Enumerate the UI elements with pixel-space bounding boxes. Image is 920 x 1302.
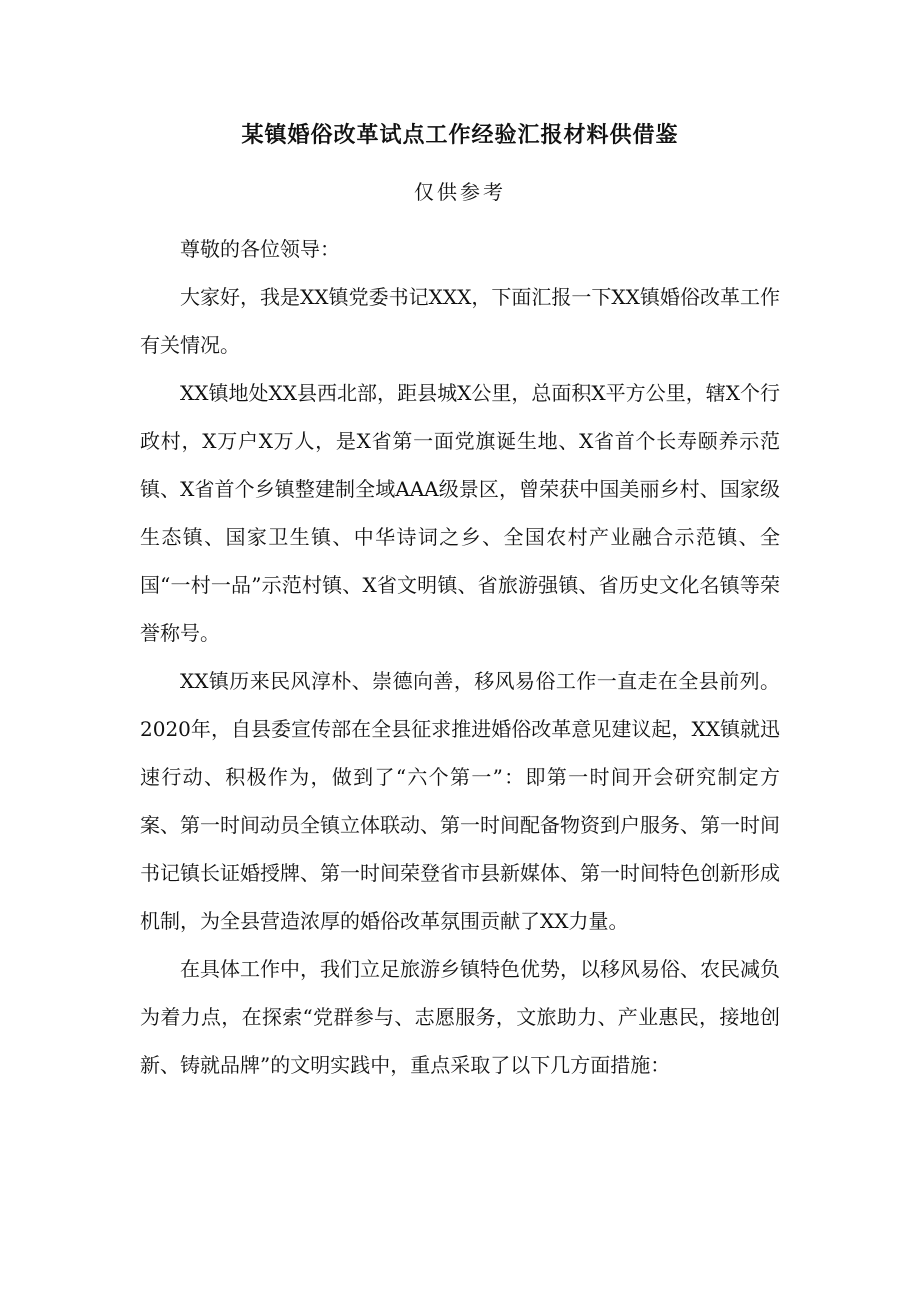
- paragraph-town-overview: XX镇地处XX县西北部，距县城X公里，总面积X平方公里，辖X个行政村，X万户X万人，是X省第一面党旗诞生地、X省首个长寿颐养示范镇、X省首个乡镇整建制全域AAA级景区，曾荣获中国美丽乡村、国家级生态镇、国家卫生镇、中华诗词之乡、全国农村产业融合示范镇、全国“一村一品”示范村镇、X省文明镇、省旅游强镇、省历史文化名镇等荣誉称号。: [140, 381, 780, 645]
- paragraph-six-firsts: XX镇历来民风淳朴、崇德向善，移风易俗工作一直走在全县前列。2020年，自县委宣传部在全县征求推进婚俗改革意见建议起，XX镇就迅速行动、积极作为，做到了“六个第一”：即第一时间开会研究制定方案、第一时间动员全镇立体联动、第一时间配备物资到户服务、第一时间书记镇长证婚授牌、第一时间荣登省市县新媒体、第一时间特色创新形成机制，为全县营造浓厚的婚俗改革氛围贡献了XX力量。: [140, 669, 780, 933]
- document-body: [140, 225, 780, 1089]
- paragraph-measures-intro: 在具体工作中，我们立足旅游乡镇特色优势，以移风易俗、农民减负为着力点，在探索“党群参与、志愿服务，文旅助力、产业惠民，接地创新、铸就品牌”的文明实践中，重点采取了以下几方面措施：: [140, 957, 780, 1077]
- document-title: 某镇婚俗改革试点工作经验汇报材料供借鉴: [241, 122, 679, 148]
- paragraph-greeting: 大家好，我是XX镇党委书记XXX，下面汇报一下XX镇婚俗改革工作有关情况。: [140, 285, 780, 357]
- document-subtitle: 仅供参考: [414, 180, 506, 204]
- salutation: 尊敬的各位领导：: [180, 237, 340, 261]
